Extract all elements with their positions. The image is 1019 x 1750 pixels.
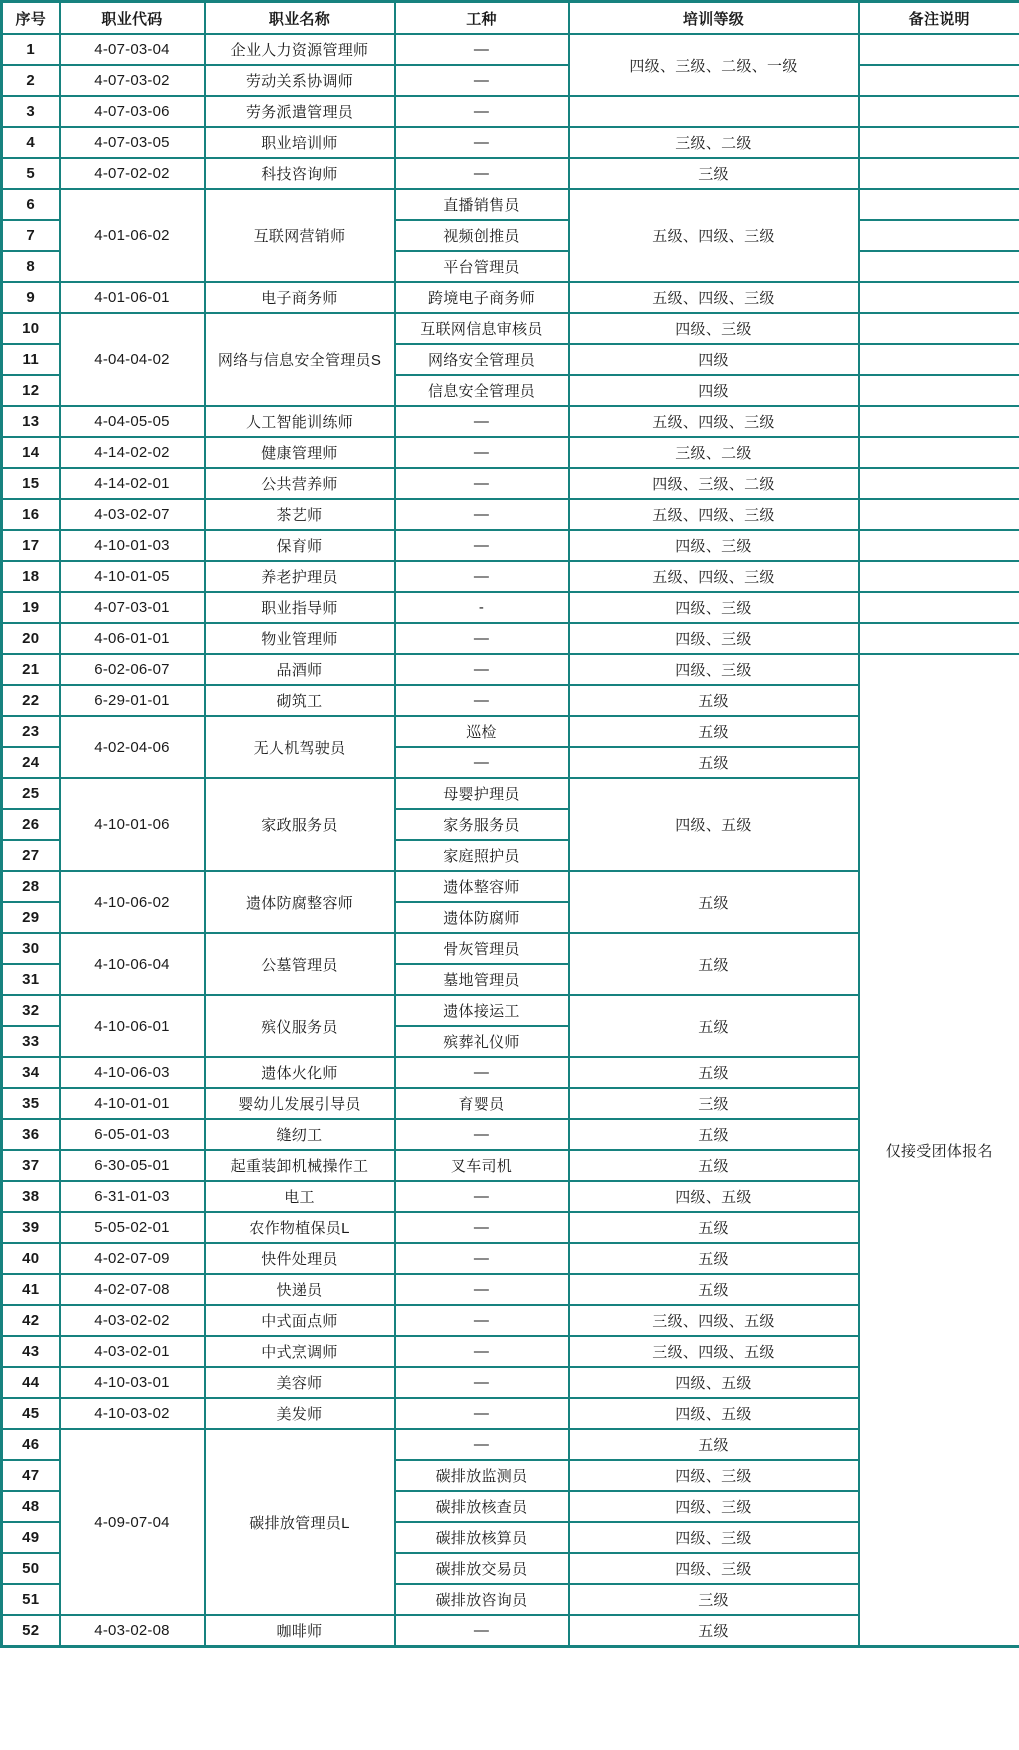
occupation-code-cell: 4-06-01-01 — [60, 623, 205, 654]
remarks-cell: 仅接受团体报名 — [859, 654, 1019, 1647]
occupation-code-cell: 4-03-02-08 — [60, 1615, 205, 1647]
occupation-name-cell: 农作物植保员L — [205, 1212, 395, 1243]
work-type-cell: 遗体整容师 — [395, 871, 569, 902]
work-type-cell: - — [395, 592, 569, 623]
work-type-cell: 骨灰管理员 — [395, 933, 569, 964]
row-number-cell: 5 — [2, 158, 60, 189]
work-type-cell: — — [395, 127, 569, 158]
row-number-cell: 6 — [2, 189, 60, 220]
occupation-code-cell: 4-10-06-04 — [60, 933, 205, 995]
remarks-cell — [859, 561, 1019, 592]
table-row — [2, 499, 1019, 530]
training-level-cell: 四级、三级、二级、一级 — [569, 34, 859, 96]
work-type-cell: 家庭照护员 — [395, 840, 569, 871]
occupation-code-cell: 4-03-02-02 — [60, 1305, 205, 1336]
remarks-cell — [859, 406, 1019, 437]
occupation-code-cell: 6-29-01-01 — [60, 685, 205, 716]
training-level-cell: 四级、三级 — [569, 1491, 859, 1522]
occupation-code-cell: 6-05-01-03 — [60, 1119, 205, 1150]
training-level-cell: 五级 — [569, 933, 859, 995]
occupation-code-cell: 4-03-02-01 — [60, 1336, 205, 1367]
work-type-cell: — — [395, 158, 569, 189]
work-type-cell: 直播销售员 — [395, 189, 569, 220]
work-type-cell: — — [395, 1305, 569, 1336]
training-level-cell: 五级、四级、三级 — [569, 499, 859, 530]
row-number-cell: 30 — [2, 933, 60, 964]
header-occupation-code: 职业代码 — [60, 2, 205, 35]
occupation-name-cell: 职业指导师 — [205, 592, 395, 623]
training-level-cell: 五级 — [569, 1274, 859, 1305]
remarks-cell — [859, 313, 1019, 344]
occupation-code-cell: 4-09-07-04 — [60, 1429, 205, 1615]
row-number-cell: 33 — [2, 1026, 60, 1057]
row-number-cell: 10 — [2, 313, 60, 344]
occupation-name-cell: 科技咨询师 — [205, 158, 395, 189]
row-number-cell: 24 — [2, 747, 60, 778]
occupation-name-cell: 快件处理员 — [205, 1243, 395, 1274]
work-type-cell: 碳排放核算员 — [395, 1522, 569, 1553]
occupation-name-cell: 中式面点师 — [205, 1305, 395, 1336]
occupation-code-cell: 6-30-05-01 — [60, 1150, 205, 1181]
occupation-name-cell: 咖啡师 — [205, 1615, 395, 1647]
work-type-cell: — — [395, 96, 569, 127]
row-number-cell: 4 — [2, 127, 60, 158]
training-level-cell: 四级、三级 — [569, 654, 859, 685]
work-type-cell: 网络安全管理员 — [395, 344, 569, 375]
occupation-code-cell: 4-04-04-02 — [60, 313, 205, 406]
row-number-cell: 21 — [2, 654, 60, 685]
work-type-cell: — — [395, 1398, 569, 1429]
training-level-cell: 三级、二级 — [569, 127, 859, 158]
occupation-code-cell: 6-31-01-03 — [60, 1181, 205, 1212]
occupation-name-cell: 茶艺师 — [205, 499, 395, 530]
occupation-code-cell: 4-10-01-05 — [60, 561, 205, 592]
work-type-cell: 信息安全管理员 — [395, 375, 569, 406]
row-number-cell: 19 — [2, 592, 60, 623]
occupation-code-cell: 4-03-02-07 — [60, 499, 205, 530]
row-number-cell: 2 — [2, 65, 60, 96]
row-number-cell: 8 — [2, 251, 60, 282]
row-number-cell: 51 — [2, 1584, 60, 1615]
work-type-cell: — — [395, 468, 569, 499]
occupation-code-cell: 4-10-06-01 — [60, 995, 205, 1057]
occupation-code-cell: 4-10-06-03 — [60, 1057, 205, 1088]
row-number-cell: 14 — [2, 437, 60, 468]
work-type-cell: — — [395, 530, 569, 561]
row-number-cell: 32 — [2, 995, 60, 1026]
occupation-name-cell: 殡仪服务员 — [205, 995, 395, 1057]
training-level-cell: 三级、四级、五级 — [569, 1336, 859, 1367]
occupation-code-cell: 4-07-03-04 — [60, 34, 205, 65]
table-body — [2, 34, 1019, 1647]
training-level-cell: 五级 — [569, 747, 859, 778]
occupation-name-cell: 砌筑工 — [205, 685, 395, 716]
occupation-name-cell: 养老护理员 — [205, 561, 395, 592]
table-row — [2, 282, 1019, 313]
occupation-code-cell: 5-05-02-01 — [60, 1212, 205, 1243]
work-type-cell: 遗体防腐师 — [395, 902, 569, 933]
work-type-cell: — — [395, 623, 569, 654]
training-level-cell: 四级、五级 — [569, 1181, 859, 1212]
training-level-cell: 五级、四级、三级 — [569, 189, 859, 282]
row-number-cell: 29 — [2, 902, 60, 933]
table-row — [2, 34, 1019, 65]
occupation-name-cell: 物业管理师 — [205, 623, 395, 654]
occupation-code-cell: 4-02-04-06 — [60, 716, 205, 778]
table-row — [2, 623, 1019, 654]
work-type-cell: — — [395, 561, 569, 592]
table-row — [2, 189, 1019, 220]
row-number-cell: 40 — [2, 1243, 60, 1274]
occupation-name-cell: 缝纫工 — [205, 1119, 395, 1150]
work-type-cell: 墓地管理员 — [395, 964, 569, 995]
training-level-cell: 五级 — [569, 1150, 859, 1181]
remarks-cell — [859, 158, 1019, 189]
table-row — [2, 654, 1019, 685]
work-type-cell: 母婴护理员 — [395, 778, 569, 809]
occupation-name-cell: 快递员 — [205, 1274, 395, 1305]
training-level-cell: 三级、四级、五级 — [569, 1305, 859, 1336]
remarks-cell — [859, 375, 1019, 406]
occupation-name-cell: 婴幼儿发展引导员 — [205, 1088, 395, 1119]
work-type-cell: — — [395, 1119, 569, 1150]
work-type-cell: — — [395, 1367, 569, 1398]
training-level-cell: 五级 — [569, 1615, 859, 1647]
row-number-cell: 36 — [2, 1119, 60, 1150]
row-number-cell: 46 — [2, 1429, 60, 1460]
remarks-cell — [859, 499, 1019, 530]
work-type-cell: — — [395, 1429, 569, 1460]
training-level-cell: 四级、五级 — [569, 778, 859, 871]
header-work-type: 工种 — [395, 2, 569, 35]
occupation-name-cell: 中式烹调师 — [205, 1336, 395, 1367]
occupation-name-cell: 网络与信息安全管理员S — [205, 313, 395, 406]
table-row — [2, 158, 1019, 189]
work-type-cell: 碳排放交易员 — [395, 1553, 569, 1584]
occupation-name-cell: 无人机驾驶员 — [205, 716, 395, 778]
table-row — [2, 406, 1019, 437]
occupation-name-cell: 美容师 — [205, 1367, 395, 1398]
occupation-name-cell: 保育师 — [205, 530, 395, 561]
table-row — [2, 592, 1019, 623]
table-row — [2, 65, 1019, 96]
work-type-cell: 碳排放咨询员 — [395, 1584, 569, 1615]
row-number-cell: 34 — [2, 1057, 60, 1088]
header-row — [2, 2, 1019, 35]
training-level-cell: 四级、三级 — [569, 623, 859, 654]
training-level-cell: 四级、三级、二级 — [569, 468, 859, 499]
occupation-code-cell: 4-07-03-01 — [60, 592, 205, 623]
work-type-cell: — — [395, 65, 569, 96]
row-number-cell: 15 — [2, 468, 60, 499]
occupation-name-cell: 电子商务师 — [205, 282, 395, 313]
work-type-cell: — — [395, 1274, 569, 1305]
occupation-code-cell: 4-14-02-01 — [60, 468, 205, 499]
training-level-cell: 四级、三级 — [569, 313, 859, 344]
occupation-code-cell: 4-10-03-01 — [60, 1367, 205, 1398]
table-row — [2, 127, 1019, 158]
work-type-cell: 育婴员 — [395, 1088, 569, 1119]
row-number-cell: 43 — [2, 1336, 60, 1367]
row-number-cell: 3 — [2, 96, 60, 127]
header-training-level: 培训等级 — [569, 2, 859, 35]
occupation-code-cell: 4-02-07-08 — [60, 1274, 205, 1305]
row-number-cell: 18 — [2, 561, 60, 592]
occupation-name-cell: 健康管理师 — [205, 437, 395, 468]
row-number-cell: 44 — [2, 1367, 60, 1398]
occupation-name-cell: 劳务派遣管理员 — [205, 96, 395, 127]
occupation-code-cell: 4-07-02-02 — [60, 158, 205, 189]
occupation-code-cell: 4-10-01-06 — [60, 778, 205, 871]
table-row — [2, 468, 1019, 499]
training-level-cell: 五级、四级、三级 — [569, 561, 859, 592]
row-number-cell: 31 — [2, 964, 60, 995]
row-number-cell: 49 — [2, 1522, 60, 1553]
header-remarks: 备注说明 — [859, 2, 1019, 35]
occupation-name-cell: 职业培训师 — [205, 127, 395, 158]
row-number-cell: 13 — [2, 406, 60, 437]
remarks-cell — [859, 623, 1019, 654]
training-level-cell: 四级 — [569, 375, 859, 406]
row-number-cell: 25 — [2, 778, 60, 809]
training-level-cell: 四级、三级 — [569, 1460, 859, 1491]
row-number-cell: 45 — [2, 1398, 60, 1429]
occupation-code-cell: 4-10-01-03 — [60, 530, 205, 561]
training-level-cell: 四级、三级 — [569, 1522, 859, 1553]
row-number-cell: 7 — [2, 220, 60, 251]
training-level-cell: 五级、四级、三级 — [569, 282, 859, 313]
row-number-cell: 9 — [2, 282, 60, 313]
remarks-cell — [859, 437, 1019, 468]
work-type-cell: — — [395, 1181, 569, 1212]
training-level-cell: 四级 — [569, 344, 859, 375]
work-type-cell: — — [395, 1336, 569, 1367]
occupation-name-cell: 企业人力资源管理师 — [205, 34, 395, 65]
occupation-name-cell: 劳动关系协调师 — [205, 65, 395, 96]
occupation-code-cell: 4-07-03-02 — [60, 65, 205, 96]
row-number-cell: 35 — [2, 1088, 60, 1119]
row-number-cell: 50 — [2, 1553, 60, 1584]
occupation-name-cell: 碳排放管理员L — [205, 1429, 395, 1615]
table-row — [2, 96, 1019, 127]
row-number-cell: 11 — [2, 344, 60, 375]
occupation-name-cell: 美发师 — [205, 1398, 395, 1429]
row-number-cell: 42 — [2, 1305, 60, 1336]
row-number-cell: 23 — [2, 716, 60, 747]
work-type-cell: — — [395, 34, 569, 65]
training-level-cell — [569, 96, 859, 127]
work-type-cell: 巡检 — [395, 716, 569, 747]
work-type-cell: — — [395, 654, 569, 685]
remarks-cell — [859, 127, 1019, 158]
work-type-cell: — — [395, 437, 569, 468]
training-level-cell: 三级 — [569, 1088, 859, 1119]
training-level-cell: 五级 — [569, 685, 859, 716]
remarks-cell — [859, 65, 1019, 96]
work-type-cell: 互联网信息审核员 — [395, 313, 569, 344]
training-level-cell: 四级、三级 — [569, 530, 859, 561]
remarks-cell — [859, 34, 1019, 65]
occupation-name-cell: 起重装卸机械操作工 — [205, 1150, 395, 1181]
remarks-cell — [859, 189, 1019, 220]
occupation-code-cell: 4-04-05-05 — [60, 406, 205, 437]
work-type-cell: — — [395, 499, 569, 530]
table-row — [2, 530, 1019, 561]
row-number-cell: 1 — [2, 34, 60, 65]
row-number-cell: 27 — [2, 840, 60, 871]
remarks-cell — [859, 251, 1019, 282]
row-number-cell: 26 — [2, 809, 60, 840]
occupation-name-cell: 人工智能训练师 — [205, 406, 395, 437]
occupation-code-cell: 4-07-03-05 — [60, 127, 205, 158]
row-number-cell: 37 — [2, 1150, 60, 1181]
work-type-cell: 跨境电子商务师 — [395, 282, 569, 313]
training-level-cell: 三级 — [569, 158, 859, 189]
work-type-cell: 平台管理员 — [395, 251, 569, 282]
occupation-code-cell: 4-10-06-02 — [60, 871, 205, 933]
training-level-cell: 五级 — [569, 1243, 859, 1274]
row-number-cell: 17 — [2, 530, 60, 561]
work-type-cell: 叉车司机 — [395, 1150, 569, 1181]
training-level-cell: 五级 — [569, 1057, 859, 1088]
training-level-cell: 三级、二级 — [569, 437, 859, 468]
remarks-cell — [859, 592, 1019, 623]
work-type-cell: — — [395, 685, 569, 716]
training-level-cell: 三级 — [569, 1584, 859, 1615]
occupation-code-cell: 6-02-06-07 — [60, 654, 205, 685]
remarks-cell — [859, 468, 1019, 499]
training-level-cell: 五级 — [569, 1212, 859, 1243]
remarks-cell — [859, 282, 1019, 313]
occupation-code-cell: 4-02-07-09 — [60, 1243, 205, 1274]
row-number-cell: 48 — [2, 1491, 60, 1522]
header-row-number: 序号 — [2, 2, 60, 35]
training-level-cell: 四级、三级 — [569, 1553, 859, 1584]
remarks-cell — [859, 220, 1019, 251]
work-type-cell: — — [395, 1243, 569, 1274]
occupation-code-cell: 4-10-03-02 — [60, 1398, 205, 1429]
table-row — [2, 437, 1019, 468]
training-level-cell: 四级、五级 — [569, 1367, 859, 1398]
work-type-cell: 遗体接运工 — [395, 995, 569, 1026]
training-level-cell: 五级 — [569, 1119, 859, 1150]
training-level-cell: 五级 — [569, 871, 859, 933]
row-number-cell: 39 — [2, 1212, 60, 1243]
header-occupation-name: 职业名称 — [205, 2, 395, 35]
occupation-name-cell: 公墓管理员 — [205, 933, 395, 995]
work-type-cell: 殡葬礼仪师 — [395, 1026, 569, 1057]
work-type-cell: 家务服务员 — [395, 809, 569, 840]
training-level-cell: 四级、三级 — [569, 592, 859, 623]
occupation-name-cell: 互联网营销师 — [205, 189, 395, 282]
remarks-cell — [859, 96, 1019, 127]
row-number-cell: 52 — [2, 1615, 60, 1647]
occupation-name-cell: 品酒师 — [205, 654, 395, 685]
work-type-cell: — — [395, 1057, 569, 1088]
training-level-cell: 五级 — [569, 1429, 859, 1460]
work-type-cell: — — [395, 1615, 569, 1647]
work-type-cell: — — [395, 747, 569, 778]
row-number-cell: 22 — [2, 685, 60, 716]
row-number-cell: 16 — [2, 499, 60, 530]
row-number-cell: 41 — [2, 1274, 60, 1305]
occupation-code-cell: 4-07-03-06 — [60, 96, 205, 127]
occupation-name-cell: 公共营养师 — [205, 468, 395, 499]
occupation-name-cell: 遗体火化师 — [205, 1057, 395, 1088]
occupation-name-cell: 家政服务员 — [205, 778, 395, 871]
row-number-cell: 38 — [2, 1181, 60, 1212]
work-type-cell: — — [395, 406, 569, 437]
occupation-name-cell: 遗体防腐整容师 — [205, 871, 395, 933]
work-type-cell: 碳排放监测员 — [395, 1460, 569, 1491]
remarks-cell — [859, 344, 1019, 375]
occupation-code-cell: 4-14-02-02 — [60, 437, 205, 468]
occupation-code-cell: 4-10-01-01 — [60, 1088, 205, 1119]
work-type-cell: — — [395, 1212, 569, 1243]
row-number-cell: 12 — [2, 375, 60, 406]
remarks-cell — [859, 530, 1019, 561]
row-number-cell: 47 — [2, 1460, 60, 1491]
table-row — [2, 313, 1019, 344]
work-type-cell: 视频创推员 — [395, 220, 569, 251]
training-level-cell: 四级、五级 — [569, 1398, 859, 1429]
training-level-cell: 五级 — [569, 995, 859, 1057]
training-level-cell: 五级 — [569, 716, 859, 747]
table-row — [2, 561, 1019, 592]
occupation-code-cell: 4-01-06-01 — [60, 282, 205, 313]
occupation-name-cell: 电工 — [205, 1181, 395, 1212]
training-level-cell: 五级、四级、三级 — [569, 406, 859, 437]
work-type-cell: 碳排放核查员 — [395, 1491, 569, 1522]
row-number-cell: 28 — [2, 871, 60, 902]
occupation-code-cell: 4-01-06-02 — [60, 189, 205, 282]
row-number-cell: 20 — [2, 623, 60, 654]
